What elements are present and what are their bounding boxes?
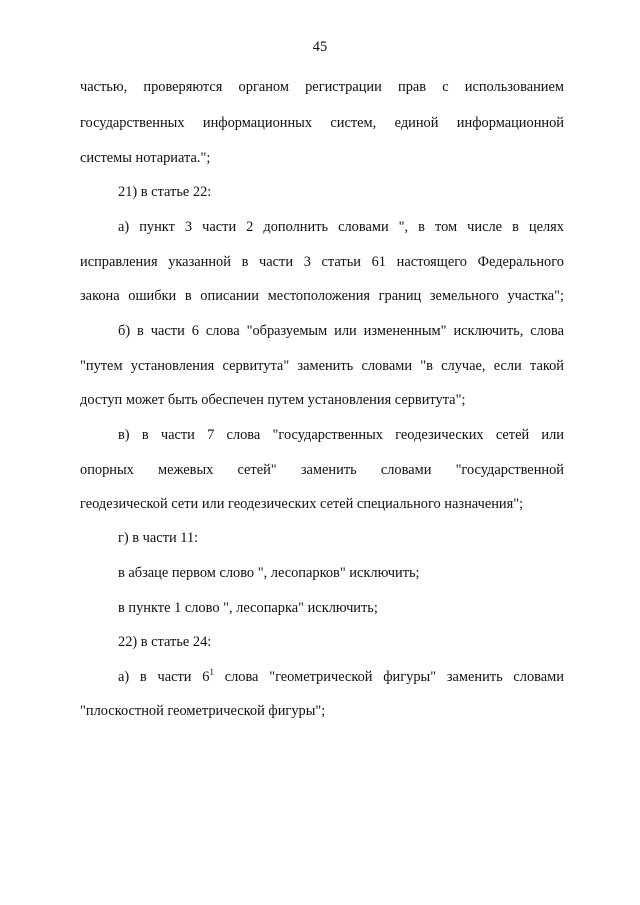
superscript-number: 1 bbox=[209, 667, 214, 677]
paragraph-line: а) пункт 3 части 2 дополнить словами ", в том числе в целях bbox=[118, 219, 564, 235]
paragraph-line: закона ошибки в описании местоположения границ земельного участка"; bbox=[80, 288, 564, 304]
paragraph-line: "плоскостной геометрической фигуры"; bbox=[80, 703, 326, 719]
paragraph-line-with-superscript bbox=[118, 667, 564, 687]
paragraph-line: г) в части 11: bbox=[118, 530, 199, 546]
page-number: 45 bbox=[312, 39, 328, 55]
paragraph-line: опорных межевых сетей" заменить словами "государственной bbox=[80, 462, 564, 478]
paragraph-line: государственных информационных систем, единой информационной bbox=[80, 115, 564, 131]
paragraph-line: геодезической сети или геодезических сетей специального назначения"; bbox=[80, 496, 524, 512]
line-text-before: а) в части 6 bbox=[118, 669, 210, 685]
paragraph-line: в пункте 1 слово ", лесопарка" исключить; bbox=[118, 600, 378, 616]
paragraph-line: б) в части 6 слова "образуемым или измененным" исключить, слова bbox=[118, 323, 564, 339]
paragraph-line: исправления указанной в части 3 статьи 61 настоящего Федерального bbox=[80, 254, 564, 270]
paragraph-line: в) в части 7 слова "государственных геодезических сетей или bbox=[118, 427, 564, 443]
paragraph-line: в абзаце первом слово ", лесопарков" исключить; bbox=[118, 565, 420, 581]
paragraph-line: 21) в статье 22: bbox=[118, 184, 212, 200]
paragraph-line: доступ может быть обеспечен путем установления сервитута"; bbox=[80, 392, 466, 408]
paragraph-line: частью, проверяются органом регистрации прав с использованием bbox=[80, 79, 564, 95]
paragraph-line: "путем установления сервитута" заменить словами "в случае, если такой bbox=[80, 358, 564, 374]
paragraph-line: 22) в статье 24: bbox=[118, 634, 212, 650]
paragraph-line: системы нотариата."; bbox=[80, 150, 211, 166]
line-text-after: слова "геометрической фигуры" заменить словами bbox=[213, 669, 564, 685]
